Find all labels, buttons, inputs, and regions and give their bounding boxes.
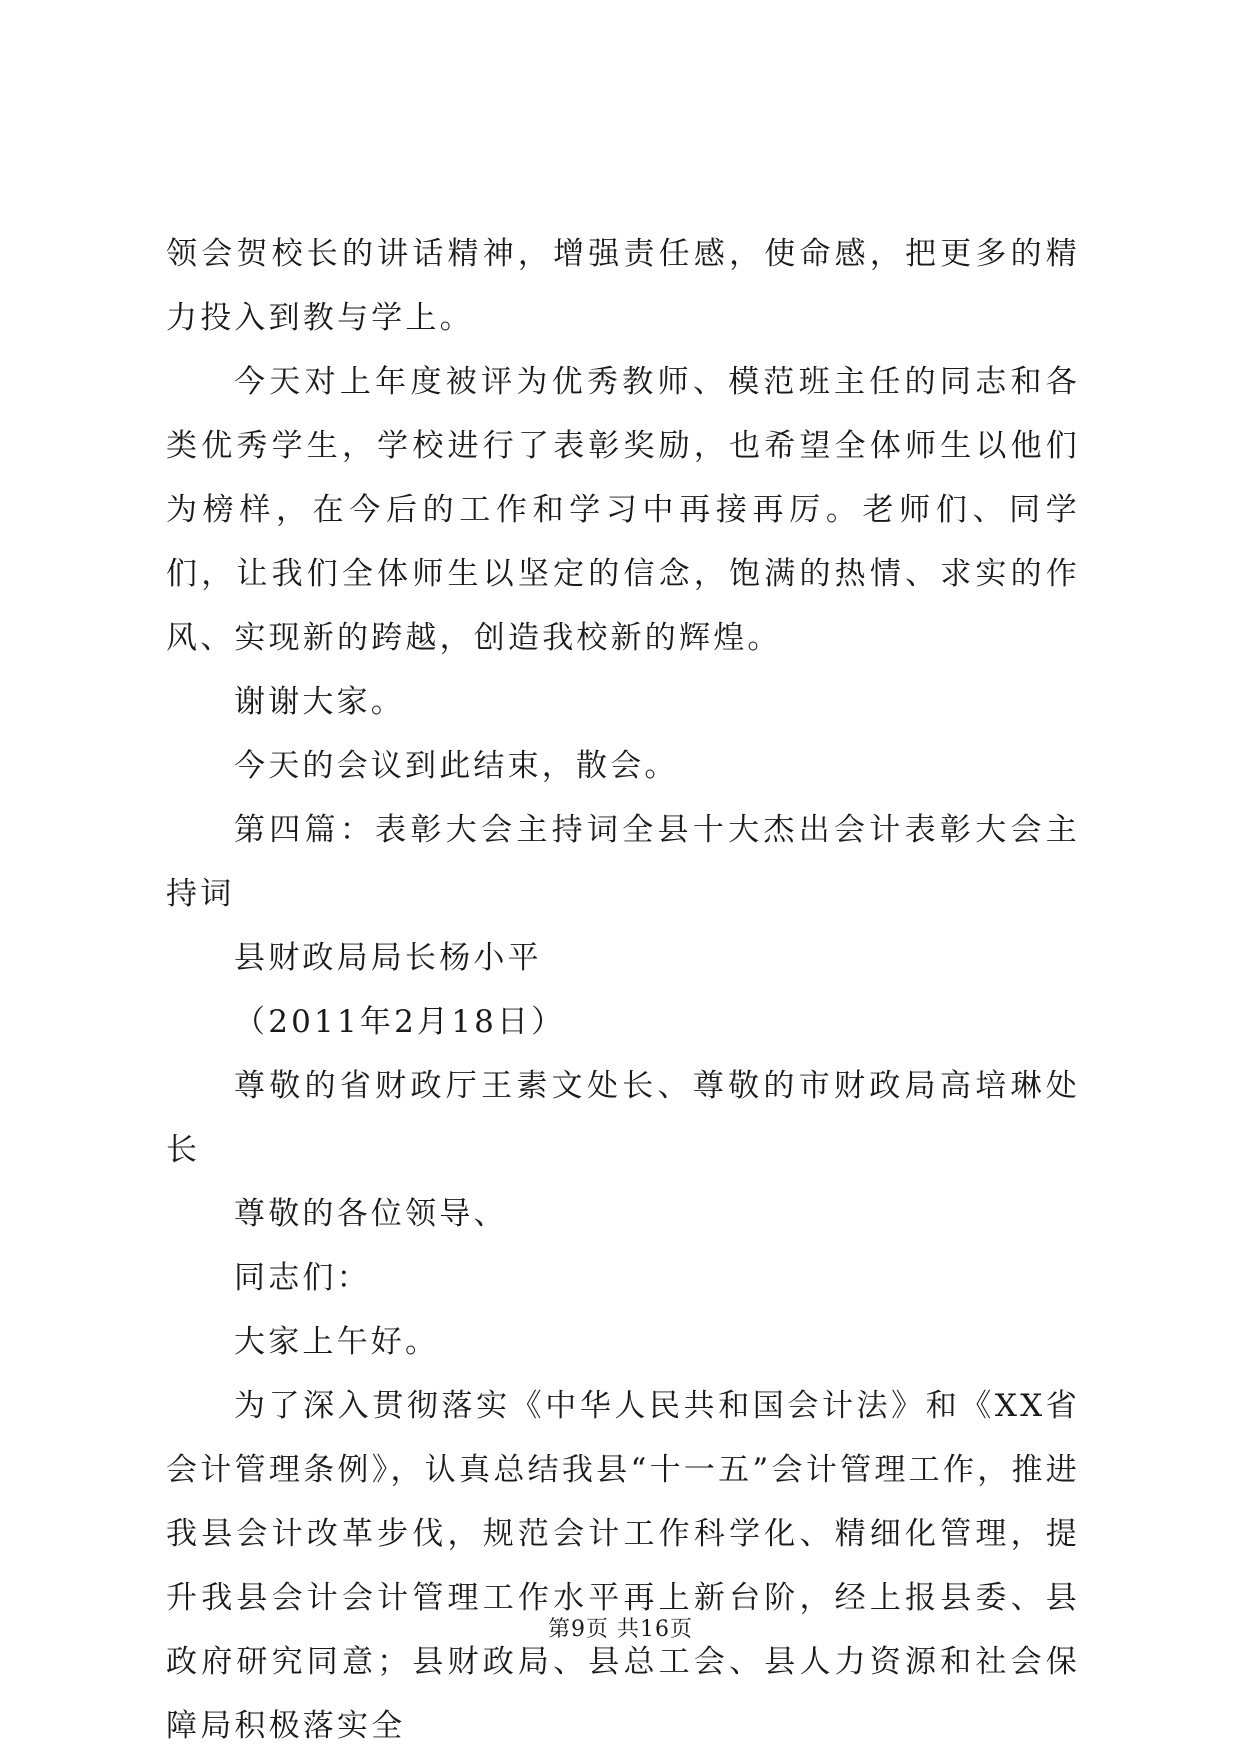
- paragraph: 领会贺校长的讲话精神，增强责任感，使命感，把更多的精力投入到教与学上。: [166, 236, 1080, 336]
- speaker-line: 县财政局局长杨小平: [234, 940, 542, 976]
- document-body: [166, 222, 1080, 1758]
- paragraph: 今天对上年度被评为优秀教师、模范班主任的同志和各类优秀学生，学校进行了表彰奖励，也希望全体师生以他们为榜样，在今后的工作和学习中再接再厉。老师们、同学们，让我们全体师生以坚定的信念，饱满的热情、求实的作风、实现新的跨越，创造我校新的辉煌。: [166, 364, 1080, 656]
- paragraph: 今天的会议到此结束，散会。: [234, 748, 679, 784]
- paragraph: 谢谢大家。: [234, 684, 405, 720]
- salutation: 尊敬的各位领导、: [234, 1196, 508, 1232]
- salutation: 同志们：: [234, 1260, 371, 1296]
- page-footer: 第9页 共16页: [548, 1617, 693, 1642]
- paragraph: 为了深入贯彻落实《中华人民共和国会计法》和《XX省会计管理条例》，认真总结我县“十一五”会计管理工作，推进我县会计改革步伐，规范会计工作科学化、精细化管理，提升我县会计会计管理工作水平再上新台阶，经上报县委、县政府研究同意；县财政局、县总工会、县人力资源和社会保障局积极落实全: [166, 1388, 1080, 1744]
- date-line: （2011年2月18日）: [234, 1004, 566, 1040]
- section-heading: 第四篇：表彰大会主持词全县十大杰出会计表彰大会主持词: [166, 812, 1080, 912]
- greeting: 大家上午好。: [234, 1324, 440, 1360]
- salutation: 尊敬的省财政厅王素文处长、尊敬的市财政局高培琳处长: [166, 1068, 1080, 1168]
